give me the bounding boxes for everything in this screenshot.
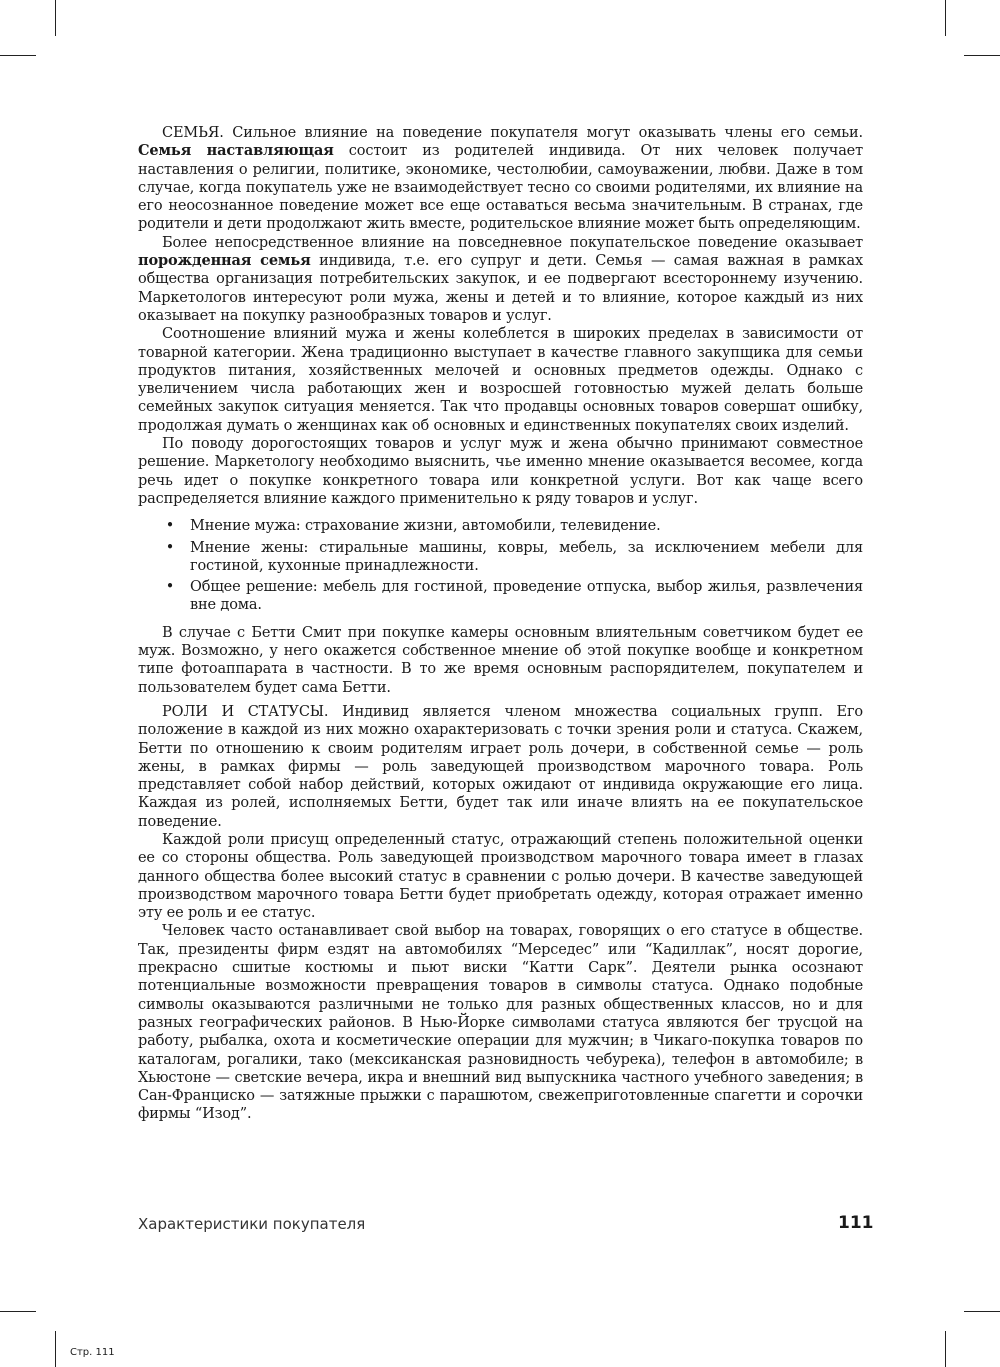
paragraph-influence-balance: Соотношение влияний мужа и жены колеблется в широких пределах в зависимости от товарной категории. Жена традиционно выступает в качестве главного закупщика для семьи продуктов питания, хозяйственных мелочей и основных предметов одежды. Однако с увеличением числа работающих жен и возросшей готовностью мужей делать больше семейных закупок ситуация меняется. Так что продавцы основных товаров совершат ошибку, продолжая думать о женщинах как об основных и единственных покупателях своих изделий.: [138, 326, 863, 434]
crop-mark-bottom-left: [55, 1331, 56, 1367]
paragraph-role-status: Каждой роли присущ определенный статус, отражающий степень положительной оценки ее со стороны общества. Роль заведующей производством марочного товара имеет в глазах данного общества более высокий статус в сравнении с ролью дочери. В качестве заведующей производством марочного товара Бетти будет приобретать одежду, которая отражает именно эту ее роль и ее статус.: [138, 831, 863, 922]
paragraph-text: Сильное влияние на поведение покупателя могут оказывать члены его семьи.: [223, 125, 863, 141]
section-lead-family: СЕМЬЯ.: [162, 125, 224, 141]
crop-mark-left-top: [0, 55, 36, 56]
paragraph-joint-decision: По поводу дорогостоящих товаров и услуг муж и жена обычно принимают совместное решение. Маркетологу необходимо выяснить, чье именно мнение оказывается весомее, когда речь идет о покупке конкретного товара или конкретной услуги. Вот как чаще всего распределяется влияние каждого применительно к ряду товаров и услуг.: [138, 436, 863, 507]
paragraph-roles-statuses: [138, 703, 863, 831]
list-item: [138, 539, 863, 576]
page-body: [138, 124, 863, 1124]
term-orientation-family: Семья наставляющая: [138, 142, 334, 160]
section-lead-roles: РОЛИ И СТАТУСЫ.: [162, 703, 329, 720]
crop-mark-bottom-right: [945, 1331, 946, 1367]
crop-mark-right-bottom: [964, 1311, 1000, 1312]
list-item-text: Общее решение: мебель для гостиной, проведение отпуска, выбор жилья, развлечения вне дома.: [190, 579, 863, 614]
list-item-text: Мнение жены: стиральные машины, ковры, мебель, за исключением мебели для гостиной, кухонные принадлежности.: [190, 539, 863, 574]
page-number: 111: [838, 1213, 874, 1233]
bullet-icon: •: [165, 579, 175, 596]
term-procreation-family: порожденная семья: [138, 252, 311, 270]
paragraph-text: индивида, т.е. его супруг и дети. Семья — самая важная в рамках общества организация потребительских закупок, и ее подвергают всестороннему изучению. Маркетологов интересуют роли мужа, жены и детей и то влияние, которое каждый из них оказывает на покупку разнообразных товаров и услуг.: [138, 253, 863, 324]
bullet-icon: •: [165, 539, 175, 556]
crop-mark-left-bottom: [0, 1311, 36, 1312]
list-item: [138, 578, 863, 615]
running-footer-title: Характеристики покупателя: [138, 1215, 366, 1233]
paragraph-family: [138, 124, 863, 234]
page-stamp: Стр. 111: [70, 1347, 115, 1358]
paragraph-text: состоит из родителей индивида. От них человек получает наставления о религии, политике, экономике, честолюбии, самоуважении, любви. Даже в том случае, когда покупатель уже не взаимодействует тесно со своими родителями, их влияние на его неосознанное поведение может все еще оставаться весьма значительным. В странах, где родители и дети продолжают жить вместе, родительское влияние может быть определяющим.: [138, 143, 863, 233]
list-item: [138, 517, 863, 535]
crop-mark-right-top: [964, 55, 1000, 56]
paragraph-procreation-family: [138, 234, 863, 325]
influence-bullet-list: [138, 517, 863, 614]
bullet-icon: •: [165, 518, 175, 535]
paragraph-status-symbols: Человек часто останавливает свой выбор на товарах, говорящих о его статусе в обществе. Так, президенты фирм ездят на автомобилях “Мерседес” или “Кадиллак”, носят дорогие, прекрасно сшитые костюмы и пьют виски “Катти Сарк”. Деятели рынка осознают потенциальные возможности превращения товаров в символы статуса. Однако подобные символы оказываются различными не только для разных общественных классов, но и для разных географических районов. В Нью-Йорке символами статуса являются бег трусцой на работу, рыбалка, охота и косметические операции для мужчин; в Чикаго-покупка товаров по каталогам, рогалики, тако (мексиканская разновидность чебурека), телефон в автомобиле; в Хьюстоне — светские вечера, икра и внешний вид выпускника частного учебного заведения; в Сан-Франциско — затяжные прыжки с парашютом, свежеприготовленные спагетти и сорочки фирмы “Изод”.: [138, 923, 863, 1123]
paragraph-text: Индивид является членом множества социальных групп. Его положение в каждой из них можно охарактеризовать с точки зрения роли и статуса. Скажем, Бетти по отношению к своим родителям играет роль дочери, в собственной семье — роль жены, в рамках фирмы — роль заведующей производством марочного товара. Роль представляет собой набор действий, которых ожидают от индивида окружающие его лица. Каждая из ролей, исполняемых Бетти, будет так или иначе влиять на ее покупательское поведение.: [138, 703, 864, 830]
crop-mark-top-right: [945, 0, 946, 36]
paragraph-text: Более непосредственное влияние на повседневное покупательское поведение оказывает: [162, 234, 863, 251]
crop-mark-top-left: [55, 0, 56, 36]
list-item-text: Мнение мужа: страхование жизни, автомобили, телевидение.: [190, 518, 661, 535]
paragraph-betty-example: В случае с Бетти Смит при покупке камеры основным влиятельным советчиком будет ее муж. Возможно, у него окажется собственное мнение об этой покупке вообще и конкретном типе фотоаппарата в частности. В то же время основным распорядителем, покупателем и пользователем будет сама Бетти.: [138, 624, 863, 696]
